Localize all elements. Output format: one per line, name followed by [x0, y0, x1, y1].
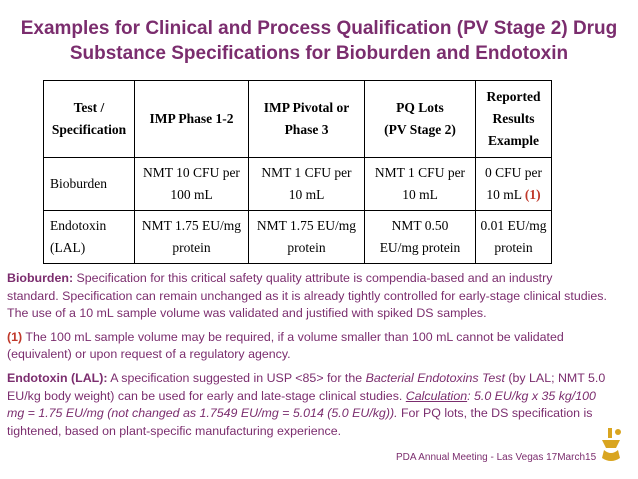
footer-text: PDA Annual Meeting - Las Vegas 17March15	[396, 452, 597, 463]
table-cell: NMT 1 CFU per 10 mL	[365, 158, 476, 211]
spec-table	[43, 80, 552, 264]
pda-logo-icon	[596, 424, 626, 464]
slide-title-line2: Substance Specifications for Bioburden and Endotoxin	[69, 43, 569, 64]
footnote-paragraph: (1) The 100 mL sample volume may be required, if a volume smaller than 100 mL cannot be validated (equivalent) or upon request of a regulatory agency.	[7, 329, 564, 362]
bioburden-paragraph: Bioburden: Specification for this critical safety quality attribute is compendia-based and an industry standard. Specification can remain unchanged as it is already tightly controlled for early-stage clinical studies. The use of a 10 mL sample volume was validated and justified with spiked DS samples.	[7, 271, 607, 321]
table-cell: NMT 10 CFU per 100 mL	[135, 158, 249, 211]
header-imp-phase12: IMP Phase 1-2	[135, 81, 249, 158]
slide-title	[10, 16, 628, 66]
table-cell: NMT 0.50 EU/mg protein	[365, 211, 476, 264]
row-label-bioburden: Bioburden	[44, 158, 135, 211]
table-header-row	[44, 81, 552, 158]
endotoxin-paragraph: Endotoxin (LAL): A specification suggested in USP <85> for the Bacterial Endotoxins Test (by LAL; NMT 5.0 EU/kg body weight) can be used for early and late-stage clinical studies. Calculation: 5.0 EU/kg x 35 kg/100 mg = 1.75 EU/mg (not changed as 1.7549 EU/mg = 5.014 (5.0 EU/kg)). For PQ lots, the DS specification is tightened, based on plant-specific manufacturing experience.	[7, 370, 606, 438]
table-row	[44, 158, 552, 211]
header-pq-lots: PQ Lots (PV Stage 2)	[365, 81, 476, 158]
footnote-marker: (1)	[524, 187, 541, 202]
table-cell: 0 CFU per 10 mL (1)	[476, 158, 552, 211]
table-cell: 0.01 EU/mg protein	[476, 211, 552, 264]
table-row	[44, 211, 552, 264]
slide-title-line1: Examples for Clinical and Process Qualification (PV Stage 2) Drug	[20, 18, 618, 39]
body-text	[7, 270, 607, 446]
header-reported-results: Reported Results Example	[476, 81, 552, 158]
table-cell: NMT 1.75 EU/mg protein	[249, 211, 365, 264]
header-test-spec: Test / Specification	[44, 81, 135, 158]
table-cell: NMT 1.75 EU/mg protein	[135, 211, 249, 264]
header-imp-pivotal: IMP Pivotal or Phase 3	[249, 81, 365, 158]
table-cell: NMT 1 CFU per 10 mL	[249, 158, 365, 211]
row-label-endotoxin: Endotoxin (LAL)	[44, 211, 135, 264]
